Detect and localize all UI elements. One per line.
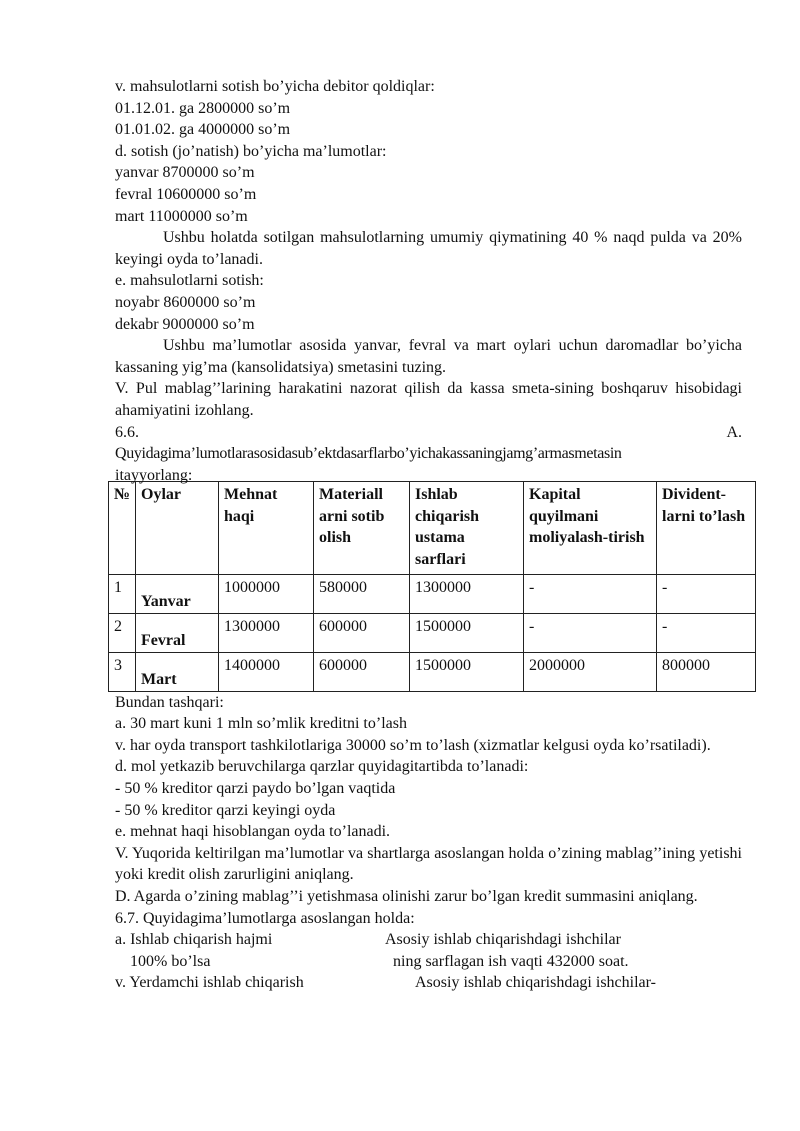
text-line: d. sotish (jo’natish) bo’yicha ma’lumotlar: [115,142,387,160]
text-paragraph: v. har oyda transport tashkilotlariga 30000 so’m to’lash (xizmatlar kelgusi oyda ko’rsatiladi). [115,736,711,754]
table-header-row [109,482,756,574]
text-line: fevral 10600000 so’m [115,185,257,203]
cell-overhead: 1500000 [410,652,524,691]
cell-materials: 600000 [314,613,410,652]
cell-capital: 2000000 [524,652,657,691]
text-left: a. Ishlab chiqarish hajmi [115,931,273,949]
cell-month: Mart [136,652,219,691]
task-paragraph: Ushbu ma’lumotlar asosida yanvar, fevral va mart oylari uchun daromadlar bo’yicha kassaning yig’ma (kansolidatsiya) smetasini tuzing. [115,337,742,376]
header-overhead: Ishlab chiqarish ustama sarflari [410,482,524,574]
text-line: dekabr 9000000 so’m [115,315,255,333]
two-column-row [115,972,742,994]
cell-dividends: - [657,613,756,652]
cell-dividends: 800000 [657,652,756,691]
text-right: ning sarflagan ish vaqti 432000 soat. [393,952,629,970]
text-line: d. mol yetkazib beruvchilarga qarzlar quyidagitartibda to’lanadi: [115,758,529,776]
section-intro-end: itayyorlang: [115,466,193,484]
text-line: a. 30 mart kuni 1 mln so’mlik kreditni to’lash [115,715,407,733]
header-month: Oylar [136,482,219,574]
cell-number: 2 [109,613,136,652]
cell-month: Fevral [136,613,219,652]
text-line: 01.12.01. ga 2800000 so’m [115,99,291,117]
cell-materials: 580000 [314,574,410,613]
text-line: 01.01.02. ga 4000000 so’m [115,121,291,139]
cell-materials: 600000 [314,652,410,691]
section-letter: A. [726,423,742,441]
text-line: yanvar 8700000 so’m [115,164,255,182]
text-line: noyabr 8600000 so’m [115,293,256,311]
header-capital: Kapital quyilmani moliyalash-tirish [524,482,657,574]
cell-capital: - [524,613,657,652]
cell-number: 3 [109,652,136,691]
expense-table [108,481,756,691]
text-line: Bundan tashqari: [115,693,224,711]
text-line: v. mahsulotlarni sotish bo’yicha debitor qoldiqlar: [115,78,435,95]
two-column-row [115,929,742,951]
header-dividends: Divident-larni to’lash [657,482,756,574]
cell-dividends: - [657,574,756,613]
text-line: e. mahsulotlarni sotish: [115,272,264,290]
text-left: 100% bo’lsa [130,952,211,970]
cell-labor: 1000000 [219,574,314,613]
table-row [109,652,756,691]
header-materials: Materiall arni sotib olish [314,482,410,574]
document-page [114,76,746,994]
question-d-paragraph: D. Agarda o’zining mablag’’i yetishmasa olinishi zarur bo’lgan kredit summasini aniqlang. [115,888,698,905]
two-column-row [115,951,742,973]
cell-overhead: 1300000 [410,574,524,613]
text-right: Asosiy ishlab chiqarishdagi ishchilar- [415,974,656,992]
cell-overhead: 1500000 [410,613,524,652]
cell-month: Yanvar [136,574,219,613]
question-v-paragraph: V. Pul mablag’’larining harakatini nazorat qilish da kassa smeta-sining boshqaruv hisobidagi ahamiyatini izohlang. [115,380,742,419]
cell-labor: 1300000 [219,613,314,652]
section-heading-row [115,422,742,444]
bullet-item: - 50 % kreditor qarzi keyingi oyda [115,801,336,819]
payment-terms-paragraph: Ushbu holatda sotilgan mahsulotlarning umumiy qiymatining 40 % naqd pulda va 20% keyingi oyda to’lanadi. [115,229,742,268]
header-labor: Mehnat haqi [219,482,314,574]
text-line: e. mehnat haqi hisoblangan oyda to’lanadi. [115,823,391,841]
cell-capital: - [524,574,657,613]
text-left: v. Yerdamchi ishlab chiqarish [115,974,304,992]
text-right: Asosiy ishlab chiqarishdagi ishchilar [385,931,621,949]
section-number: 6.6. [115,423,139,441]
question-v-paragraph: V. Yuqorida keltirilgan ma’lumotlar va shartlarga asoslangan holda o’zining mablag’’ining yetishi yoki kredit olish zarurligini aniqlang. [115,844,742,884]
header-number: № [109,482,136,574]
text-line: mart 11000000 so’m [115,207,248,225]
section-intro: Quyidagima’lumotlarasosidasub’ektdasarflarbo’yichakassaningjamg’armasmetasin [115,445,622,463]
cell-number: 1 [109,574,136,613]
cell-labor: 1400000 [219,652,314,691]
section-heading: 6.7. Quyidagima’lumotlarga asoslangan holda: [115,909,415,927]
table-row [109,574,756,613]
bullet-item: - 50 % kreditor qarzi paydo bo’lgan vaqtida [115,780,396,798]
table-row [109,613,756,652]
